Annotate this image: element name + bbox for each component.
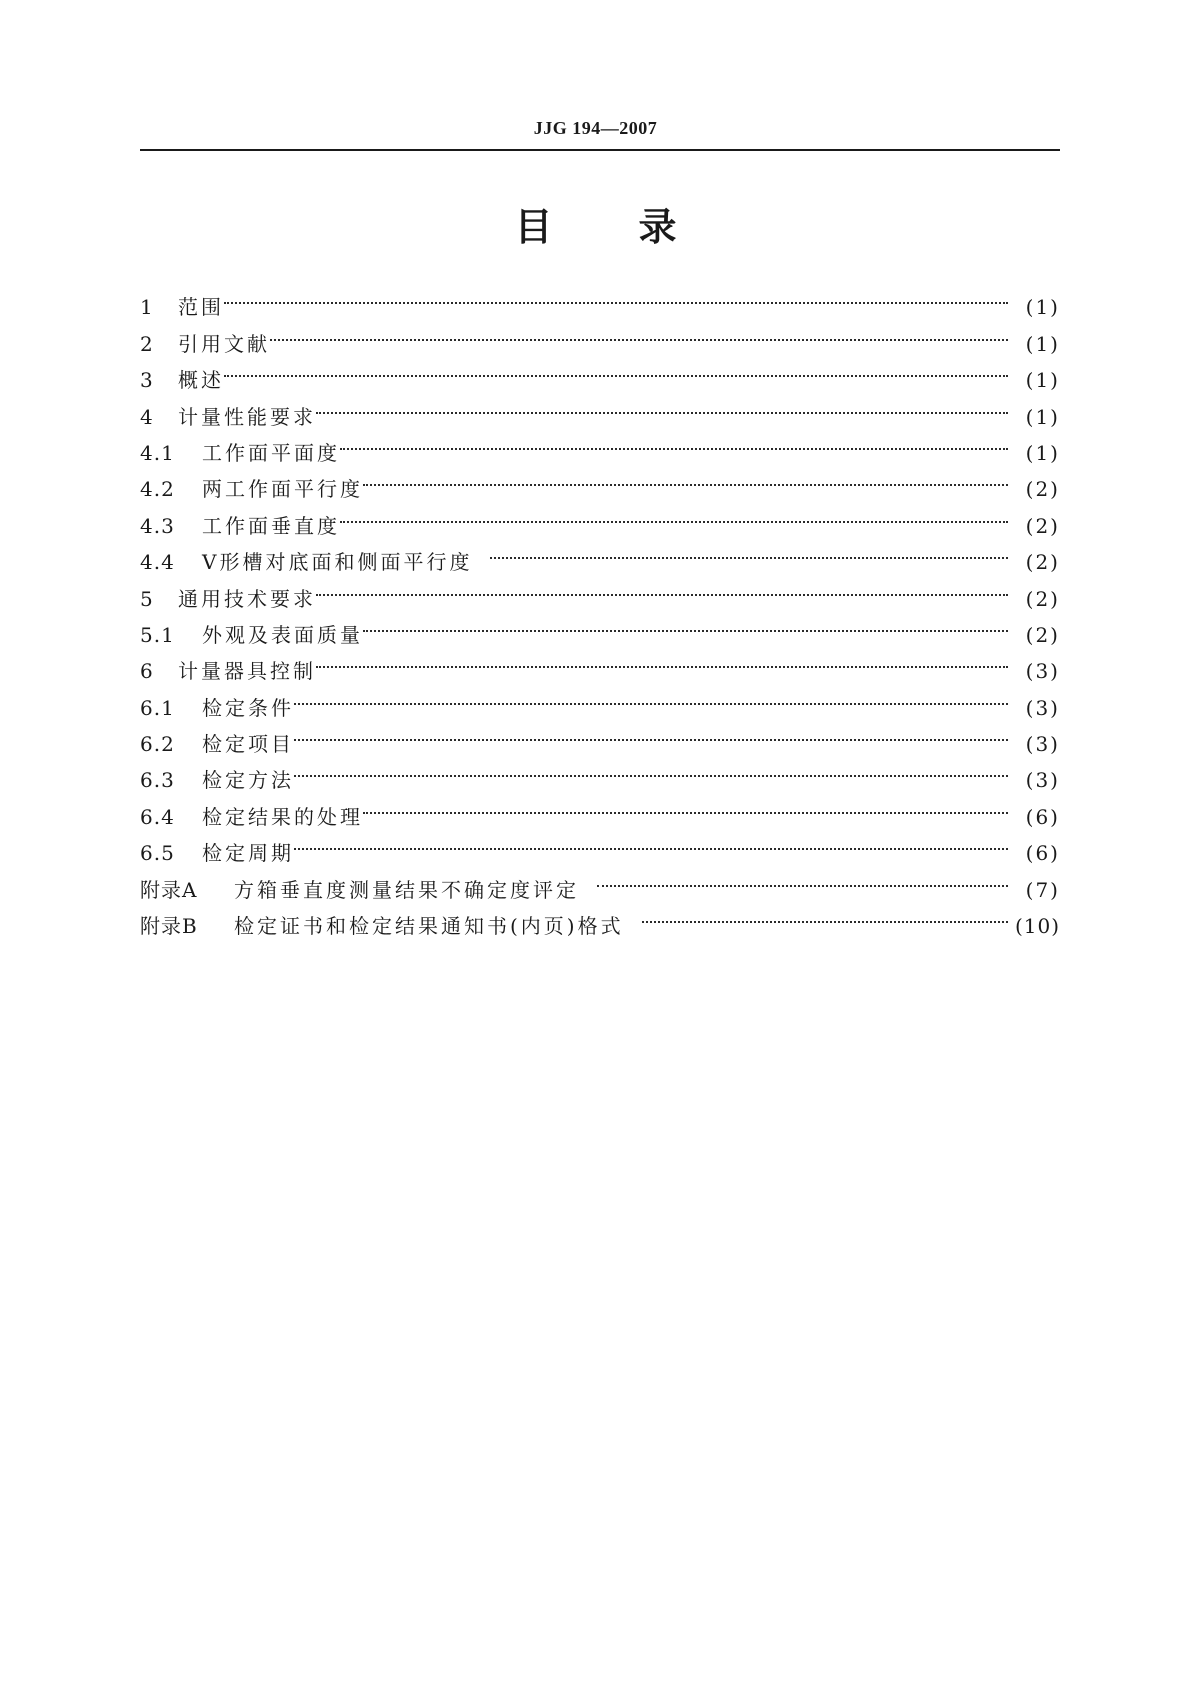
toc-title: 工作面平面度 bbox=[202, 440, 340, 465]
dot-leader bbox=[294, 715, 1014, 751]
toc-page-number: (1) bbox=[1025, 440, 1060, 465]
toc-title: 工作面垂直度 bbox=[202, 513, 340, 538]
dot-leader bbox=[340, 424, 1014, 460]
toc-title: 检定证书和检定结果通知书(内页)格式 bbox=[234, 914, 624, 939]
toc-entry-3[interactable] bbox=[140, 351, 1060, 393]
toc-number: 6.1 bbox=[140, 695, 175, 720]
toc-page-number: (3) bbox=[1025, 732, 1060, 757]
toc-page-number: (1) bbox=[1025, 295, 1060, 320]
dot-leader bbox=[490, 533, 1014, 569]
dot-leader bbox=[340, 496, 1014, 532]
title-char-2: 录 bbox=[638, 205, 677, 249]
toc-title: 检定方法 bbox=[202, 768, 294, 793]
toc-entry-1[interactable] bbox=[140, 278, 1060, 320]
dot-leader bbox=[294, 824, 1014, 860]
toc-title: 引用文献 bbox=[178, 331, 270, 356]
toc-number: 4.1 bbox=[140, 440, 175, 465]
toc-number: 6.4 bbox=[140, 804, 175, 829]
toc-number: 3 bbox=[140, 368, 154, 393]
toc-page-number: (1) bbox=[1025, 404, 1060, 429]
toc-page-number: (2) bbox=[1025, 477, 1060, 502]
toc-number: 4.4 bbox=[140, 550, 175, 575]
dot-leader bbox=[363, 460, 1014, 496]
dot-leader bbox=[294, 751, 1014, 787]
toc-number: 4.2 bbox=[140, 477, 175, 502]
toc-title: 计量器具控制 bbox=[178, 659, 316, 684]
toc-page-number: (2) bbox=[1025, 513, 1060, 538]
toc-page-number: (7) bbox=[1025, 877, 1060, 902]
dot-leader bbox=[224, 278, 1014, 314]
header-rule bbox=[140, 149, 1060, 151]
toc-title: 通用技术要求 bbox=[178, 586, 316, 611]
toc-number: 6.2 bbox=[140, 732, 175, 757]
toc-page-number: (1) bbox=[1025, 331, 1060, 356]
dot-leader bbox=[224, 351, 1014, 387]
toc-page-number: (10) bbox=[1014, 914, 1060, 939]
toc-title: 范围 bbox=[178, 295, 224, 320]
toc-title: 概述 bbox=[178, 368, 224, 393]
page-title bbox=[0, 196, 1191, 251]
toc-number: 4 bbox=[140, 404, 154, 429]
dot-leader bbox=[363, 787, 1014, 823]
toc-page-number: (3) bbox=[1025, 659, 1060, 684]
toc-page-number: (2) bbox=[1025, 550, 1060, 575]
toc-entry-2[interactable] bbox=[140, 314, 1060, 356]
dot-leader bbox=[597, 860, 1014, 896]
dot-leader bbox=[316, 642, 1014, 678]
toc-number: 6.3 bbox=[140, 768, 175, 793]
toc-number: 2 bbox=[140, 331, 154, 356]
toc-number: 附录B bbox=[140, 914, 198, 939]
toc-title: V形槽对底面和侧面平行度 bbox=[202, 550, 473, 575]
dot-leader bbox=[316, 569, 1014, 605]
toc-number: 1 bbox=[140, 295, 154, 320]
dot-leader bbox=[316, 387, 1014, 423]
toc-title: 检定项目 bbox=[202, 732, 294, 757]
toc-title: 检定条件 bbox=[202, 695, 294, 720]
dot-leader bbox=[270, 314, 1014, 350]
toc-number: 附录A bbox=[140, 877, 198, 902]
dot-leader bbox=[363, 606, 1014, 642]
toc-page-number: (6) bbox=[1025, 841, 1060, 866]
toc-page-number: (2) bbox=[1025, 586, 1060, 611]
toc-title: 外观及表面质量 bbox=[202, 622, 363, 647]
toc-title: 检定结果的处理 bbox=[202, 804, 363, 829]
table-of-contents bbox=[140, 278, 1060, 939]
toc-title: 计量性能要求 bbox=[178, 404, 316, 429]
toc-title: 检定周期 bbox=[202, 841, 294, 866]
toc-page-number: (6) bbox=[1025, 804, 1060, 829]
toc-number: 5.1 bbox=[140, 622, 175, 647]
toc-number: 6 bbox=[140, 659, 154, 684]
toc-page-number: (2) bbox=[1025, 622, 1060, 647]
running-header: JJG 194—2007 bbox=[533, 118, 658, 138]
toc-entry-4[interactable] bbox=[140, 387, 1060, 429]
title-char-1: 目 bbox=[514, 205, 553, 249]
dot-leader bbox=[294, 678, 1014, 714]
toc-title: 方箱垂直度测量结果不确定度评定 bbox=[234, 877, 579, 902]
dot-leader bbox=[642, 897, 1014, 933]
toc-number: 5 bbox=[140, 586, 154, 611]
toc-page-number: (1) bbox=[1025, 368, 1060, 393]
toc-page-number: (3) bbox=[1025, 695, 1060, 720]
toc-page-number: (3) bbox=[1025, 768, 1060, 793]
toc-title: 两工作面平行度 bbox=[202, 477, 363, 502]
toc-number: 6.5 bbox=[140, 841, 175, 866]
toc-number: 4.3 bbox=[140, 513, 175, 538]
